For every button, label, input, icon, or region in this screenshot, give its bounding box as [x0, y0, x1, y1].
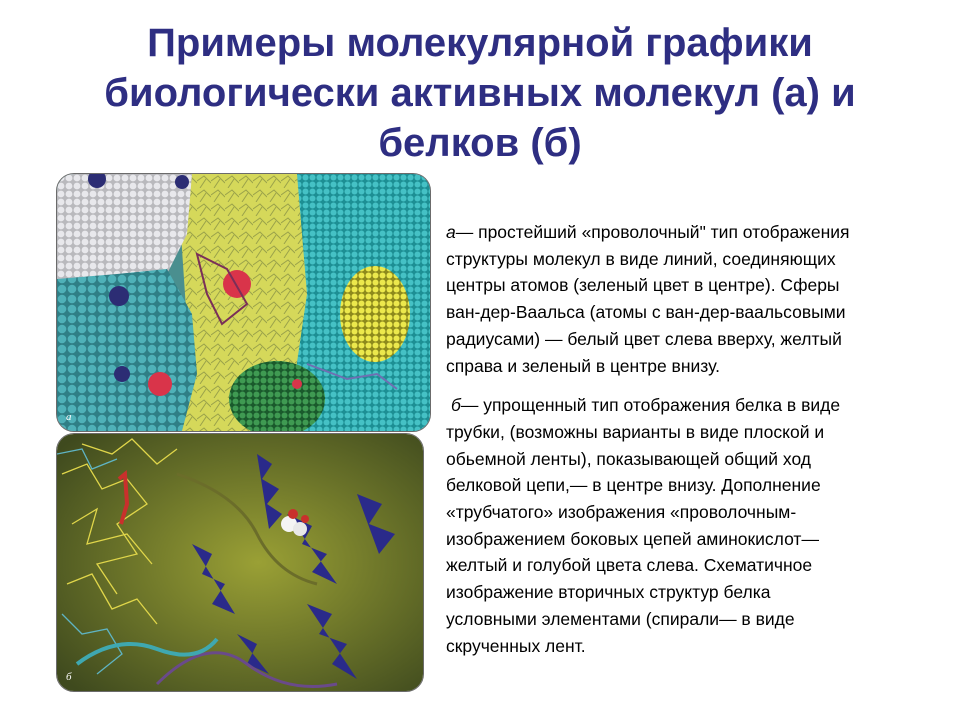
description-b-line-5: «трубчатого» изображения «проволочным-: [446, 502, 797, 523]
slide-title: [40, 18, 920, 168]
image-b-label: б: [66, 671, 72, 683]
description-b-line-9: условными элементами (спирали— в виде: [446, 608, 795, 629]
description-a-line-4: ван-дер-Ваальса (атомы с ван-дер-ваальсовыми: [446, 302, 846, 323]
description-b-line-2: трубки, (возможны варианты в виде плоской и: [446, 421, 825, 442]
description-b-line-10: скрученных лент.: [446, 635, 586, 656]
description-a-line-5: радиусами) — белый цвет слева вверху, желтый: [446, 328, 842, 349]
description-a-line-1: — простейший «проволочный" тип отображения: [455, 222, 850, 242]
title-line-1: Примеры молекулярной графики: [147, 21, 813, 65]
molecular-graphics-image-a: [56, 173, 431, 432]
description-b-line-7: желтый и голубой цвета слева. Схематичное: [446, 555, 813, 576]
image-a-label: а: [66, 411, 72, 423]
description-b-line-4: белковой цепи,— в центре внизу. Дополнение: [446, 475, 821, 496]
molecular-graphics-illustration-b: [57, 434, 423, 691]
molecular-graphics-illustration-a: [57, 174, 430, 431]
description-a-line-6: справа и зеленый в центре внизу.: [446, 355, 720, 376]
title-line-3: белков (б): [378, 121, 582, 165]
title-line-2: биологически активных молекул (а) и: [104, 71, 856, 115]
description-b-line-6: изображением боковых цепей аминокислот—: [446, 528, 819, 549]
description-a-line-2: структуры молекул в виде линий, соединяющих: [446, 248, 836, 269]
description-b-line-3: обьемной ленты), показывающей общий ход: [446, 448, 812, 469]
description-b-line-1: — упрощенный тип отображения белка в виде: [460, 395, 841, 416]
description-paragraph-a: [446, 219, 946, 379]
label-b-marker: б: [451, 395, 461, 416]
description-text: [446, 219, 946, 659]
molecular-graphics-image-b: [56, 433, 424, 692]
label-a-marker: а: [446, 222, 456, 242]
description-a-line-3: центры атомов (зеленый цвет в центре). Сферы: [446, 275, 840, 296]
description-b-line-8: изображение вторичных структур белка: [446, 582, 771, 603]
description-paragraph-b: [446, 392, 946, 659]
